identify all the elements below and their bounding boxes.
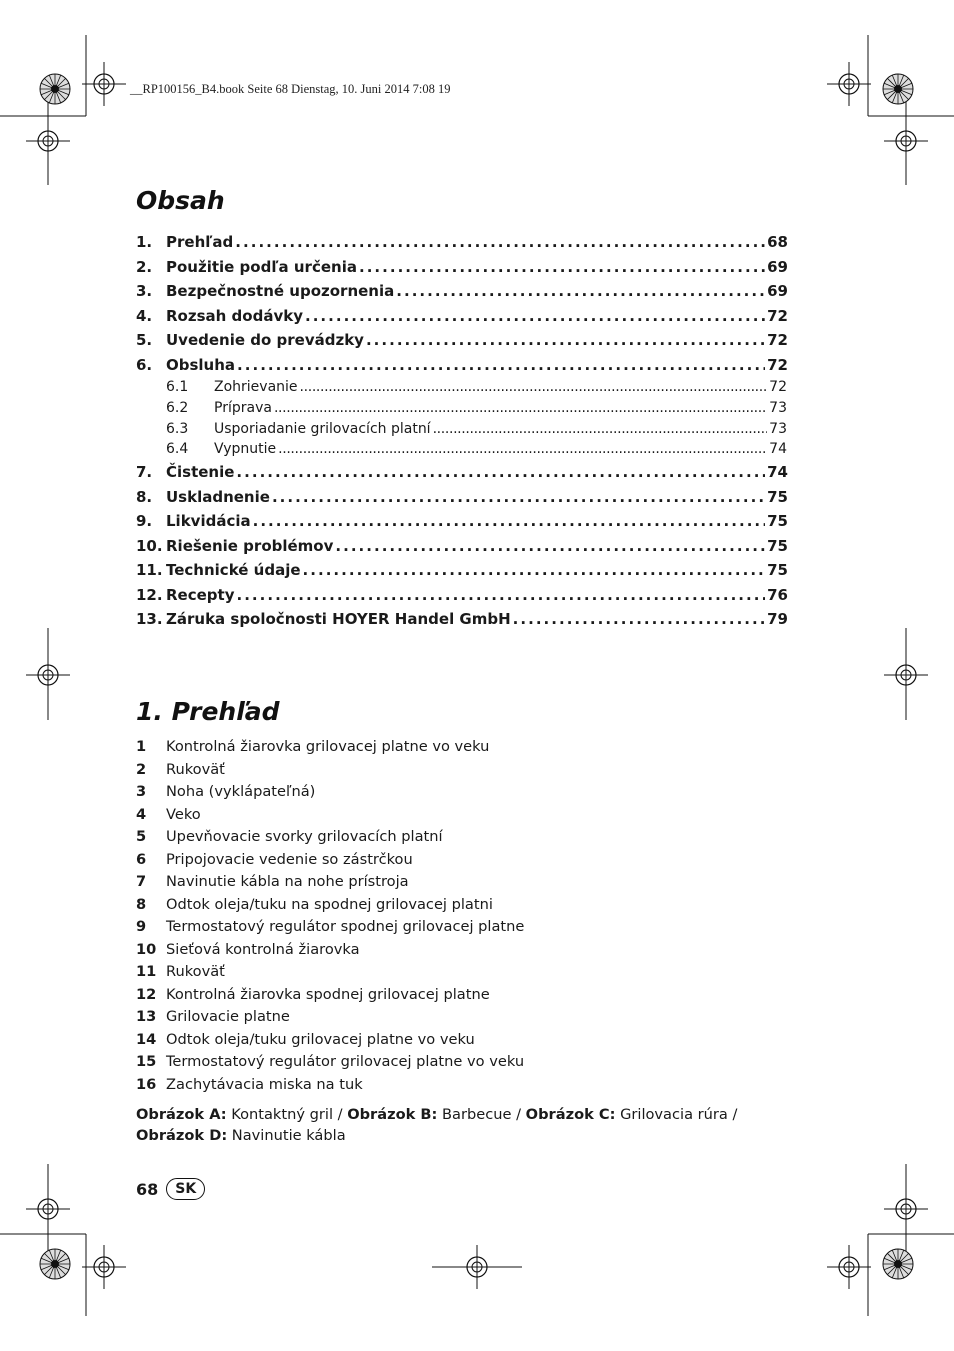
- toc-item[interactable]: 12. Recepty . . . 76: [136, 583, 788, 608]
- toc-subitem[interactable]: 6.3 Usporiadanie grilovacích platní . . . 73: [136, 419, 788, 440]
- list-item: 3 Noha (vyklápateľná): [136, 783, 316, 800]
- figure-legend: Obrázok A: Kontaktný gril / Obrázok B: Barbecue / Obrázok C: Grilovacia rúra / Obrázok D: Navinutie kábla: [136, 1106, 738, 1144]
- toc-subitem[interactable]: 6.2 Príprava . . . 73: [136, 398, 788, 419]
- toc-item[interactable]: 11. Technické údaje . . . 75: [136, 558, 788, 583]
- toc-item[interactable]: 1. Prehľad . . . 68: [136, 230, 788, 255]
- section-title-overview: 1. Prehľad: [136, 697, 280, 726]
- toc-subitem[interactable]: 6.4 Vypnutie . . . 74: [136, 439, 788, 460]
- list-item: 4 Veko: [136, 805, 201, 823]
- list-item: 16 Zachytávacia miska na tuk: [136, 1075, 363, 1093]
- toc-item[interactable]: 8. Uskladnenie . . . 75: [136, 485, 788, 510]
- toc-item[interactable]: 10. Riešenie problémov . . . 75: [136, 534, 788, 559]
- toc-item[interactable]: 7. Čistenie . . . 74: [136, 460, 788, 485]
- toc-item[interactable]: 2. Použitie podľa určenia . . . 69: [136, 255, 788, 280]
- table-of-contents: [136, 230, 788, 632]
- list-item: 14 Odtok oleja/tuku grilovacej platne vo veku: [136, 1030, 475, 1048]
- toc-item[interactable]: 4. Rozsah dodávky . . . 72: [136, 304, 788, 329]
- list-item: 9 Termostatový regulátor spodnej grilovacej platne: [136, 918, 525, 935]
- list-item: 10 Sieťová kontrolná žiarovka: [136, 940, 360, 958]
- list-item: 7 Navinutie kábla na nohe prístroja: [136, 873, 409, 890]
- toc-title: Obsah: [136, 186, 225, 215]
- list-item: 12 Kontrolná žiarovka spodnej grilovacej platne: [136, 985, 490, 1003]
- language-badge: SK: [166, 1178, 205, 1200]
- list-item: 13 Grilovacie platne: [136, 1008, 290, 1025]
- toc-item[interactable]: 3. Bezpečnostné upozornenia . . . 69: [136, 279, 788, 304]
- list-item: 15 Termostatový regulátor grilovacej platne vo veku: [136, 1053, 525, 1070]
- list-item: 8 Odtok oleja/tuku na spodnej grilovacej platni: [136, 895, 493, 913]
- page-footer: [136, 1178, 205, 1200]
- toc-item[interactable]: 13. Záruka spoločnosti HOYER Handel GmbH . . . 79: [136, 607, 788, 632]
- toc-item[interactable]: 5. Uvedenie do prevádzky . . . 72: [136, 328, 788, 353]
- list-item: 1 Kontrolná žiarovka grilovacej platne vo veku: [136, 738, 490, 755]
- toc-subitem[interactable]: 6.1 Zohrievanie . . . 72: [136, 377, 788, 398]
- toc-item[interactable]: 9. Likvidácia . . . 75: [136, 509, 788, 534]
- page-number: 68: [136, 1179, 159, 1199]
- print-file-info: __RP100156_B4.book Seite 68 Dienstag, 10. Juni 2014 7:08 19: [130, 82, 451, 96]
- list-item: 5 Upevňovacie svorky grilovacích platní: [136, 828, 443, 845]
- toc-item[interactable]: 6. Obsluha . . . 72: [136, 353, 788, 378]
- list-item: 11 Rukoväť: [136, 963, 225, 980]
- list-item: 6 Pripojovacie vedenie so zástrčkou: [136, 850, 413, 868]
- list-item: 2 Rukoväť: [136, 760, 225, 778]
- parts-list: [136, 736, 796, 1096]
